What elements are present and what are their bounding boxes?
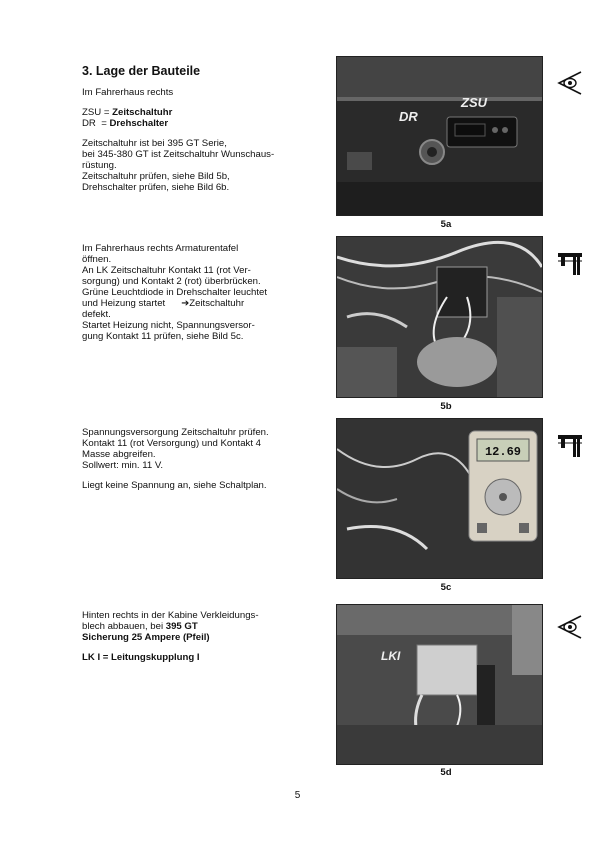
text-line: gung Kontakt 11 prüfen, siehe Bild 5c. bbox=[82, 331, 244, 342]
caption-5a: 5a bbox=[440, 219, 452, 230]
text-line: defekt. bbox=[82, 309, 111, 320]
text-line: rüstung. bbox=[82, 160, 117, 171]
caliper-icon bbox=[555, 430, 585, 460]
text-line: Drehschalter prüfen, siehe Bild 6b. bbox=[82, 182, 230, 193]
text-line: Startet Heizung nicht, Spannungsversor- bbox=[82, 320, 255, 331]
label-lki: LKI bbox=[381, 649, 401, 663]
section-location bbox=[82, 64, 332, 193]
caption-5d: 5d bbox=[440, 767, 452, 778]
label-dr: DR bbox=[399, 109, 418, 124]
text-line: Liegt keine Spannung an, siehe Schaltplan. bbox=[82, 480, 267, 491]
section-cabin-fuse bbox=[82, 610, 332, 663]
text-line: An LK Zeitschaltuhr Kontakt 11 (rot Ver- bbox=[82, 265, 251, 276]
text-line: Sollwert: min. 11 V. bbox=[82, 460, 164, 471]
abbr-zsu: ZSU = Zeitschaltuhr bbox=[82, 107, 173, 118]
text-line: Im Fahrerhaus rechts Armaturentafel bbox=[82, 243, 239, 254]
caliper-icon bbox=[555, 248, 585, 278]
text-line: Masse abgreifen. bbox=[82, 449, 156, 460]
intro-text: Im Fahrerhaus rechts bbox=[82, 87, 174, 98]
eye-icon bbox=[555, 68, 585, 98]
text-line: und Heizung startet ➔Zeitschaltuhr bbox=[82, 298, 245, 309]
text-line: bei 345-380 GT ist Zeitschaltuhr Wunschaus- bbox=[82, 149, 275, 160]
text-line: Kontakt 11 (rot Versorgung) und Kontakt 4 bbox=[82, 438, 262, 449]
label-zsu: ZSU bbox=[461, 95, 487, 110]
text-line: Zeitschaltuhr prüfen, siehe Bild 5b, bbox=[82, 171, 230, 182]
text-line: blech abbauen, bei 395 GT bbox=[82, 621, 198, 632]
caption-5b: 5b bbox=[440, 401, 452, 412]
photo-5d bbox=[336, 604, 543, 765]
page-title: 3. Lage der Bauteile bbox=[82, 64, 201, 78]
photo-5b bbox=[336, 236, 543, 398]
page-number: 5 bbox=[294, 790, 301, 801]
meter-reading: 12.69 bbox=[484, 445, 522, 459]
eye-icon bbox=[555, 612, 585, 642]
photo-5c bbox=[336, 418, 543, 579]
abbr-dr: DR = Drehschalter bbox=[82, 118, 169, 129]
section-voltage-check bbox=[82, 427, 332, 491]
text-line: Zeitschaltuhr ist bei 395 GT Serie, bbox=[82, 138, 227, 149]
text-line: Hinten rechts in der Kabine Verkleidungs- bbox=[82, 610, 259, 621]
definition-lki: LK I = Leitungskupplung I bbox=[82, 652, 200, 663]
text-line: öffnen. bbox=[82, 254, 112, 265]
photo-5a bbox=[336, 56, 543, 216]
text-line: Sicherung 25 Ampere (Pfeil) bbox=[82, 632, 210, 643]
text-line: Spannungsversorgung Zeitschaltuhr prüfen. bbox=[82, 427, 269, 438]
text-line: Grüne Leuchtdiode in Drehschalter leuchtet bbox=[82, 287, 268, 298]
text-line: sorgung) und Kontakt 2 (rot) überbrücken. bbox=[82, 276, 261, 287]
caption-5c: 5c bbox=[440, 582, 452, 593]
section-check-timer bbox=[82, 243, 332, 342]
